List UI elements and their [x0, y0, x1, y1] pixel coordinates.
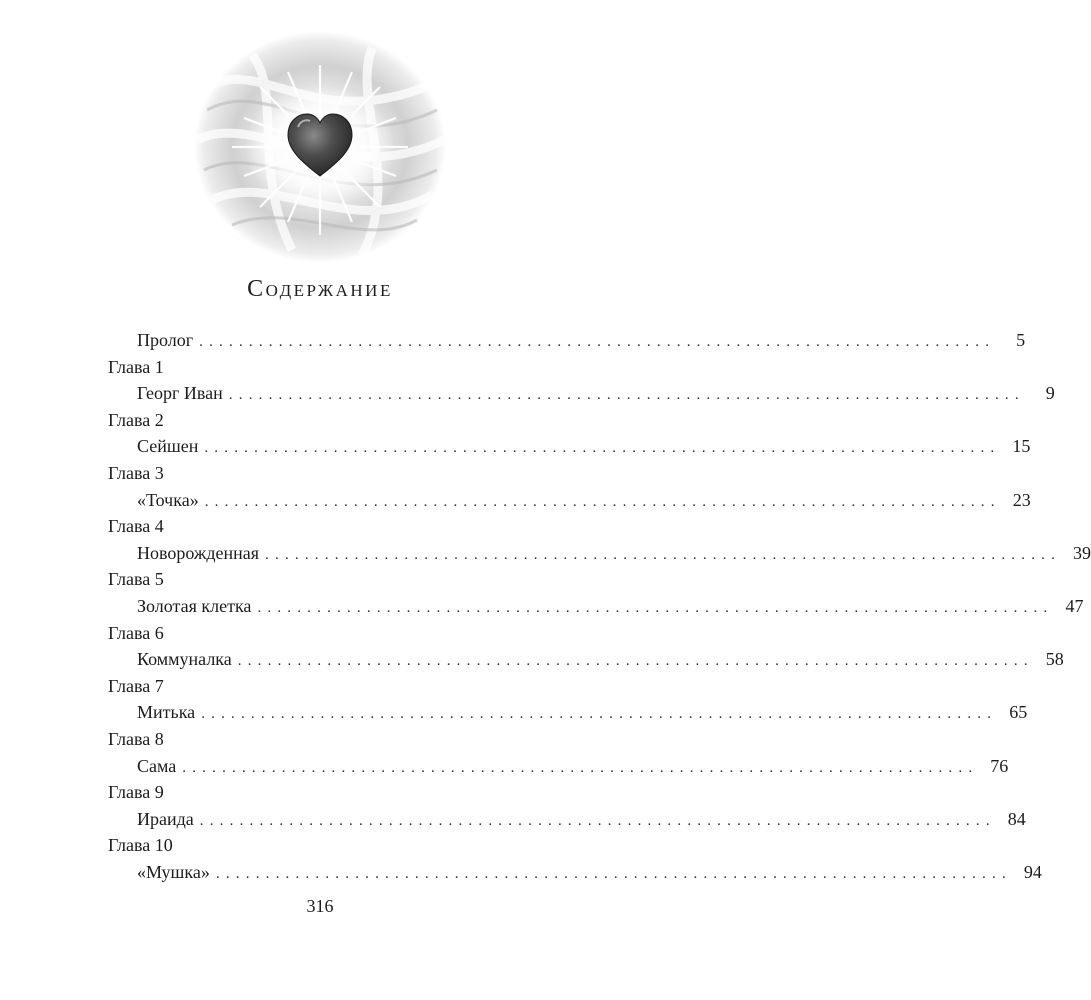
entry-page-number: 15: [1012, 436, 1031, 457]
dot-leader: ................................................................................: [204, 493, 1001, 510]
entry-page-number: 76: [990, 755, 1009, 776]
chapter-label: Глава 9: [108, 782, 164, 803]
toc-entry: [108, 327, 1026, 354]
toc-entry: [108, 753, 1009, 780]
chapter-label: Глава 4: [108, 516, 164, 537]
toc-entry: [108, 487, 1031, 514]
entry-title: Золотая клетка: [137, 595, 252, 616]
toc-chapter-heading: [108, 779, 552, 806]
dot-leader: ................................................................................: [201, 706, 998, 723]
chapter-label: Глава 8: [108, 728, 164, 749]
entry-title: Коммуналка: [137, 649, 232, 670]
dot-leader: ................................................................................: [182, 759, 979, 776]
entry-page-number: 5: [1016, 330, 1026, 350]
toc-entry: [108, 540, 1091, 567]
toc-chapter-heading: [108, 832, 552, 859]
entry-title: «Мушка»: [137, 861, 210, 882]
entry-title: «Точка»: [137, 489, 199, 510]
toc-chapter-heading: [108, 620, 552, 647]
toc-chapter-heading: [108, 407, 552, 434]
toc-entry: [108, 646, 1064, 673]
entry-page-number: 94: [1023, 861, 1042, 882]
entry-title: Сейшен: [137, 436, 199, 457]
toc-entry: [108, 380, 1055, 407]
dot-leader: ................................................................................: [237, 653, 1034, 670]
toc-chapter-heading: [108, 726, 552, 753]
chapter-label: Глава 6: [108, 622, 164, 643]
dot-leader: ................................................................................: [199, 812, 996, 829]
toc-entry: [108, 593, 1084, 620]
chapter-label: Глава 1: [108, 356, 164, 377]
dot-leader: ................................................................................: [215, 865, 1012, 882]
dot-leader: ................................................................................: [265, 546, 1062, 563]
toc-chapter-heading: [108, 460, 552, 487]
entry-page-number: 65: [1009, 702, 1028, 723]
entry-title: Сама: [137, 755, 177, 776]
entry-title: Пролог: [137, 330, 194, 350]
page-number: 316: [306, 896, 334, 916]
toc-chapter-heading: [108, 673, 552, 700]
entry-page-number: 58: [1045, 649, 1064, 670]
toc-chapter-heading: [108, 566, 552, 593]
chapter-label: Глава 7: [108, 675, 164, 696]
entry-title: Георг Иван: [137, 383, 223, 404]
toc-chapter-heading: [108, 354, 552, 381]
toc-entry: [108, 699, 1028, 726]
entry-title: Ираида: [137, 808, 194, 829]
chapter-label: Глава 5: [108, 569, 164, 590]
table-of-contents: [108, 327, 1091, 885]
entry-page-number: 47: [1065, 595, 1084, 616]
chapter-label: Глава 3: [108, 462, 164, 483]
dot-leader: ................................................................................: [257, 599, 1054, 616]
dot-leader: ................................................................................: [228, 387, 1025, 404]
dot-leader: ................................................................................: [204, 440, 1001, 457]
entry-page-number: 23: [1012, 489, 1031, 510]
toc-chapter-heading: [108, 513, 552, 540]
entry-page-number: 9: [1045, 383, 1055, 404]
entry-title: Митька: [137, 702, 196, 723]
toc-entry: [108, 806, 1026, 833]
dot-leader: ................................................................................: [199, 334, 996, 350]
heart-emblem: [192, 30, 448, 265]
toc-entry: [108, 859, 1042, 886]
entry-page-number: 39: [1073, 542, 1091, 563]
toc-entry: [108, 433, 1031, 460]
entry-page-number: 84: [1007, 808, 1026, 829]
chapter-label: Глава 10: [108, 835, 173, 856]
entry-title: Новорожденная: [137, 542, 260, 563]
contents-heading: Содержание: [247, 276, 393, 302]
chapter-label: Глава 2: [108, 409, 164, 430]
